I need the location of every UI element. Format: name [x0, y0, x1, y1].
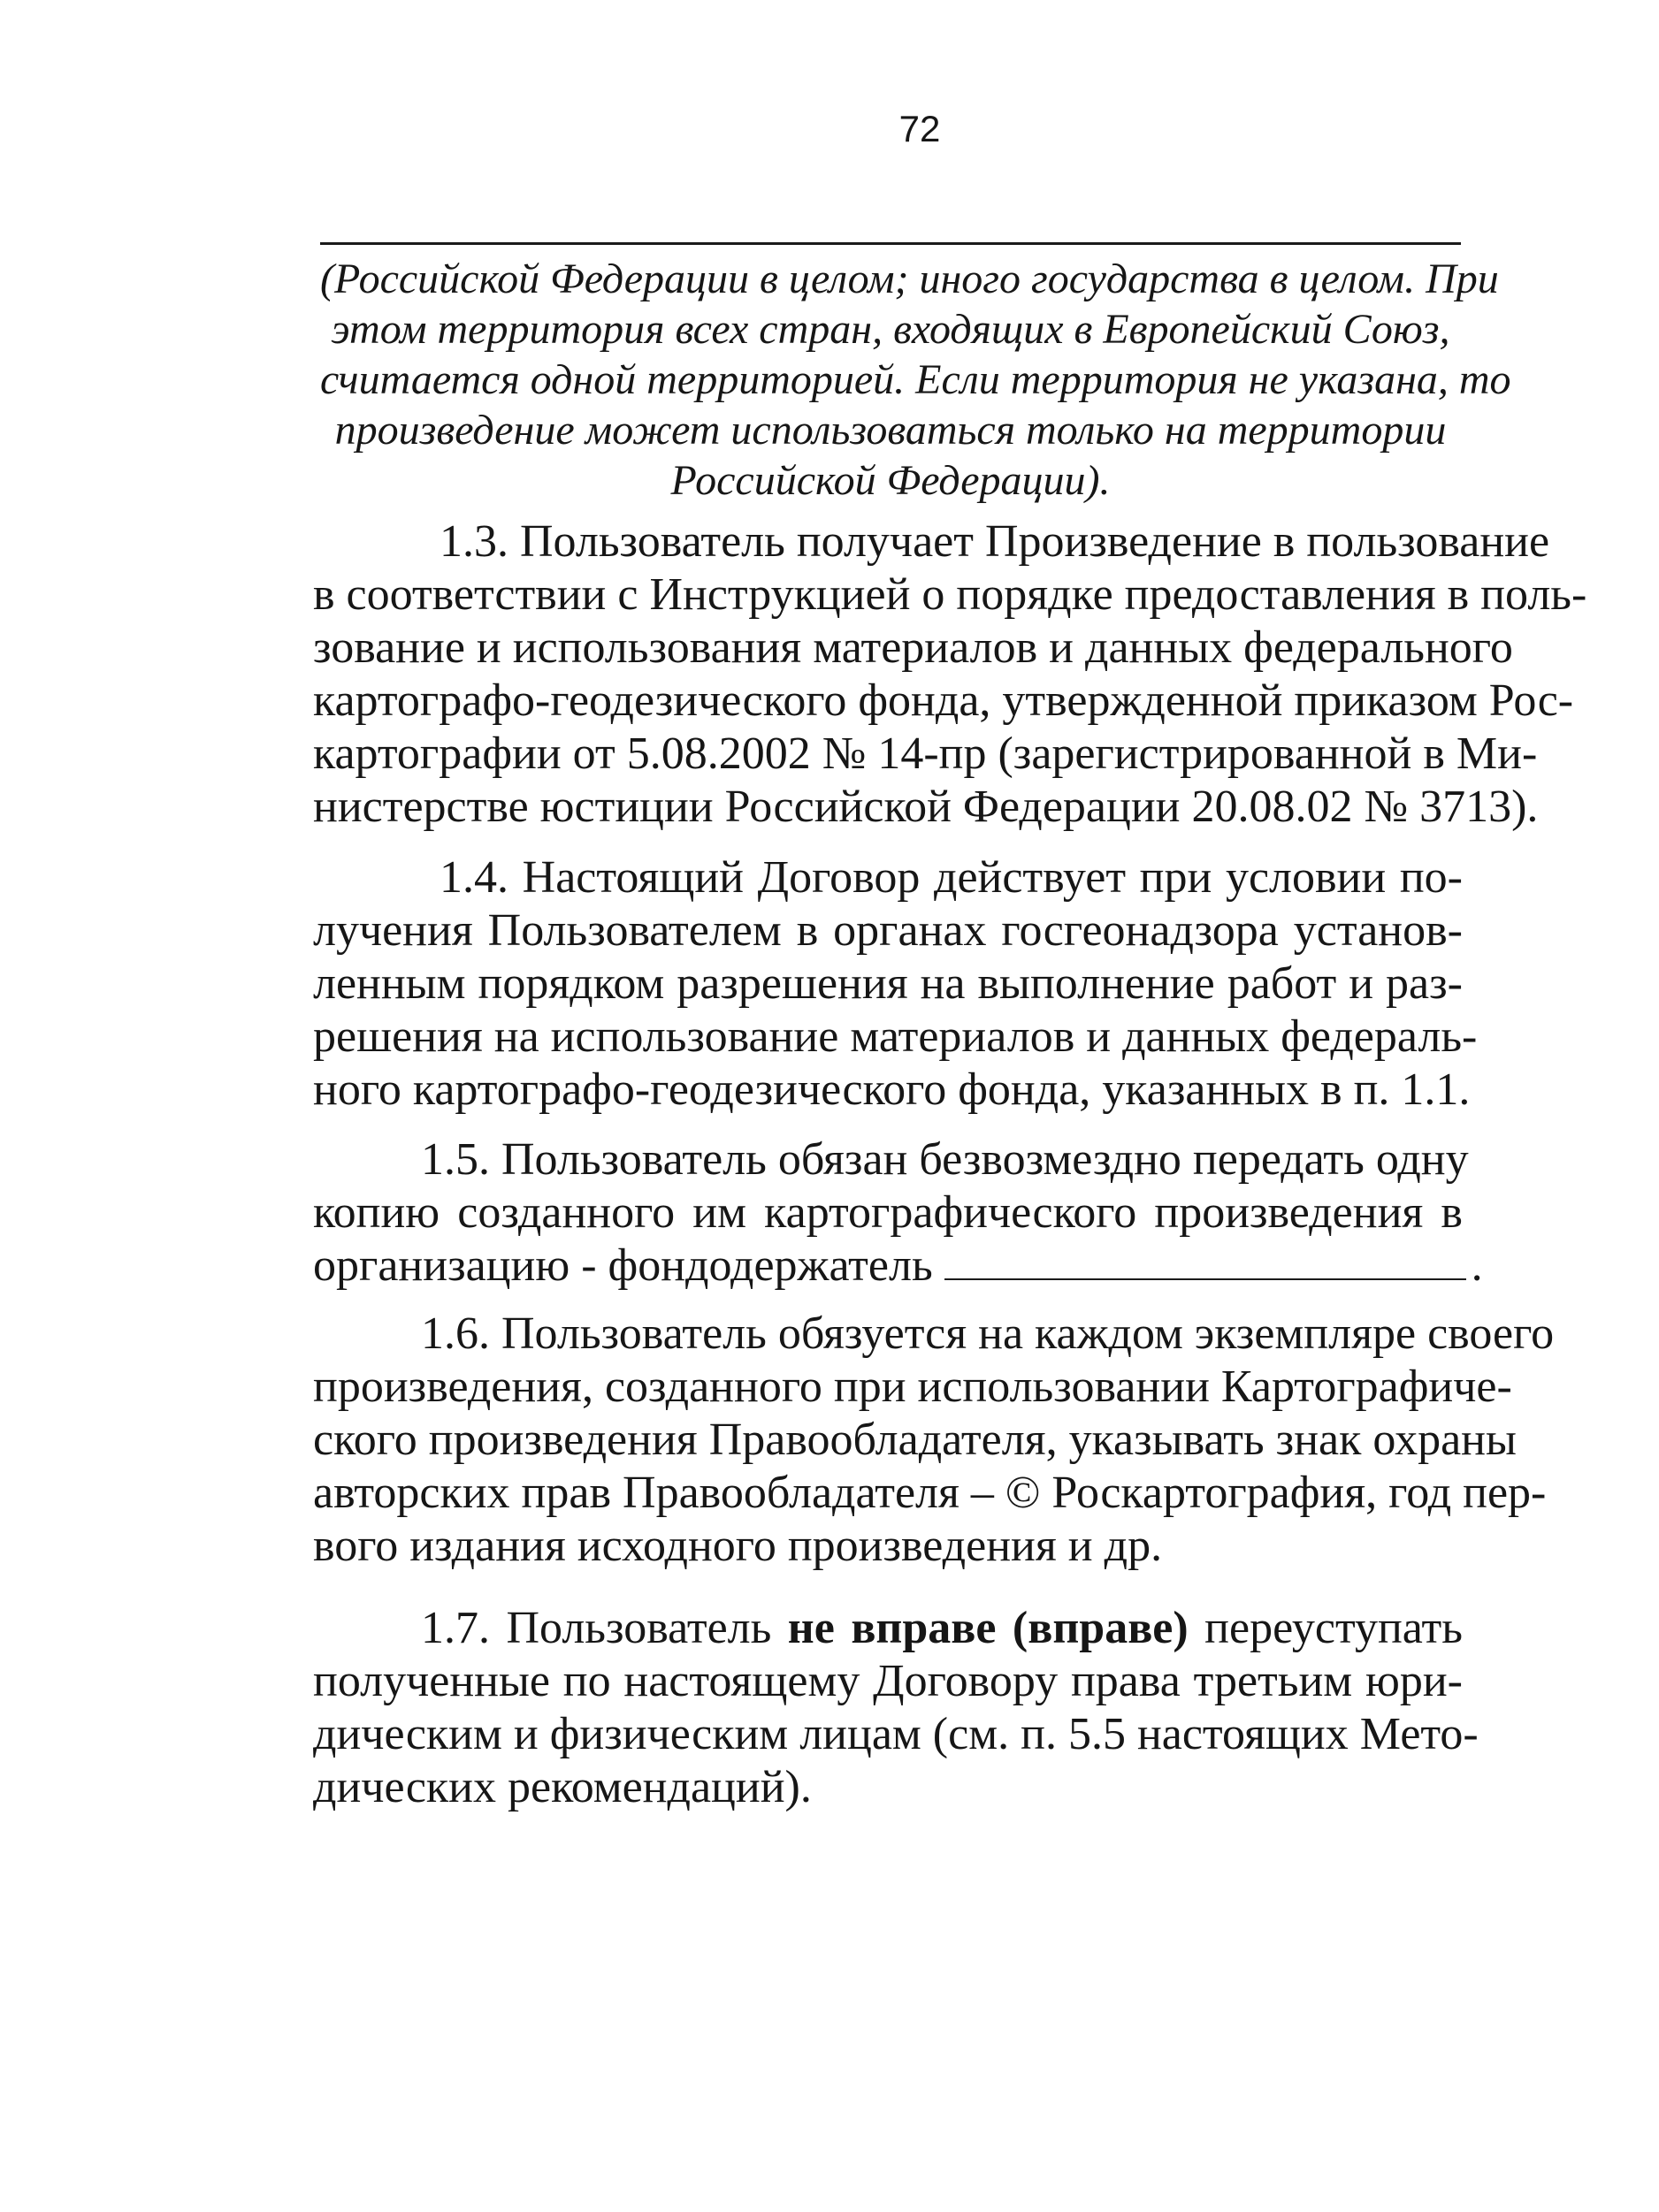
clause-1-7	[313, 1602, 1479, 1814]
bold-emphasis: не вправе (вправе)	[787, 1603, 1189, 1653]
clause-text: организацию - фондодержатель	[313, 1240, 933, 1291]
clause-line: лучения Пользователем в органах госгеонадзора установ-	[313, 905, 1463, 956]
note-line: (Российской Федерации в целом; иного государства в целом. При	[320, 256, 1499, 302]
clause-text: .	[1471, 1240, 1483, 1291]
clause-1-3	[313, 515, 1587, 834]
clause-line: решения на использование материалов и данных федераль-	[313, 1011, 1478, 1062]
clause-line: 1.6. Пользователь обязуется на каждом экземпляре своего	[421, 1308, 1555, 1359]
clause-1-6	[313, 1308, 1555, 1573]
separator-rule	[320, 242, 1461, 245]
clause-line: авторских прав Правообладателя – © Роскартография, год пер-	[313, 1468, 1547, 1518]
clause-line: копию созданного им картографического произведения в	[313, 1187, 1463, 1238]
clause-line: зование и использования материалов и данных федерального	[313, 622, 1513, 673]
clause-text: 1.7. Пользователь	[421, 1603, 788, 1653]
clause-text: переуступать	[1188, 1603, 1463, 1653]
fill-in-blank	[944, 1239, 1466, 1280]
note-line: считается одной территорией. Если территория не указана, то	[320, 356, 1511, 403]
clause-line: ленным порядком разрешения на выполнение работ и раз-	[313, 958, 1463, 1009]
clause-line: 1.4. Настоящий Договор действует при условии по-	[440, 852, 1463, 903]
clause-1-5	[313, 1133, 1483, 1293]
note-line: этом территория всех стран, входящих в Европейский Союз,	[331, 306, 1450, 353]
clause-1-4	[313, 851, 1478, 1117]
clause-line: нистерстве юстиции Российской Федерации 20.08.02 № 3713).	[313, 782, 1539, 832]
note-line: произведение может использоваться только на территории	[334, 407, 1447, 454]
clause-line-with-blank	[313, 1239, 1483, 1293]
clause-line: дическим и физическим лицам (см. п. 5.5 настоящих Мето-	[313, 1709, 1479, 1759]
clause-line: вого издания исходного произведения и др.	[313, 1521, 1163, 1571]
territory-note	[320, 254, 1511, 506]
clause-line: 1.3. Пользователь получает Произведение в пользование	[440, 516, 1550, 567]
clause-line: в соответствии с Инструкцией о порядке предоставления в поль-	[313, 569, 1587, 620]
clause-line: картографии от 5.08.2002 № 14-пр (зарегистрированной в Ми-	[313, 728, 1538, 779]
note-line: Российской Федерации).	[670, 457, 1111, 504]
clause-line: произведения, созданного при использовании Картографиче-	[313, 1362, 1512, 1412]
clause-line: 1.5. Пользователь обязан безвозмездно передать одну	[421, 1134, 1469, 1185]
clause-line: ского произведения Правообладателя, указывать знак охраны	[313, 1415, 1517, 1465]
clause-line: полученные по настоящему Договору права третьим юри-	[313, 1656, 1463, 1706]
clause-line: картографо-геодезического фонда, утвержденной приказом Рос-	[313, 675, 1574, 726]
clause-line: ного картографо-геодезического фонда, указанных в п. 1.1.	[313, 1064, 1471, 1115]
clause-line: дических рекомендаций).	[313, 1762, 812, 1812]
clause-line	[313, 1602, 1463, 1655]
page-number: 72	[898, 108, 941, 149]
